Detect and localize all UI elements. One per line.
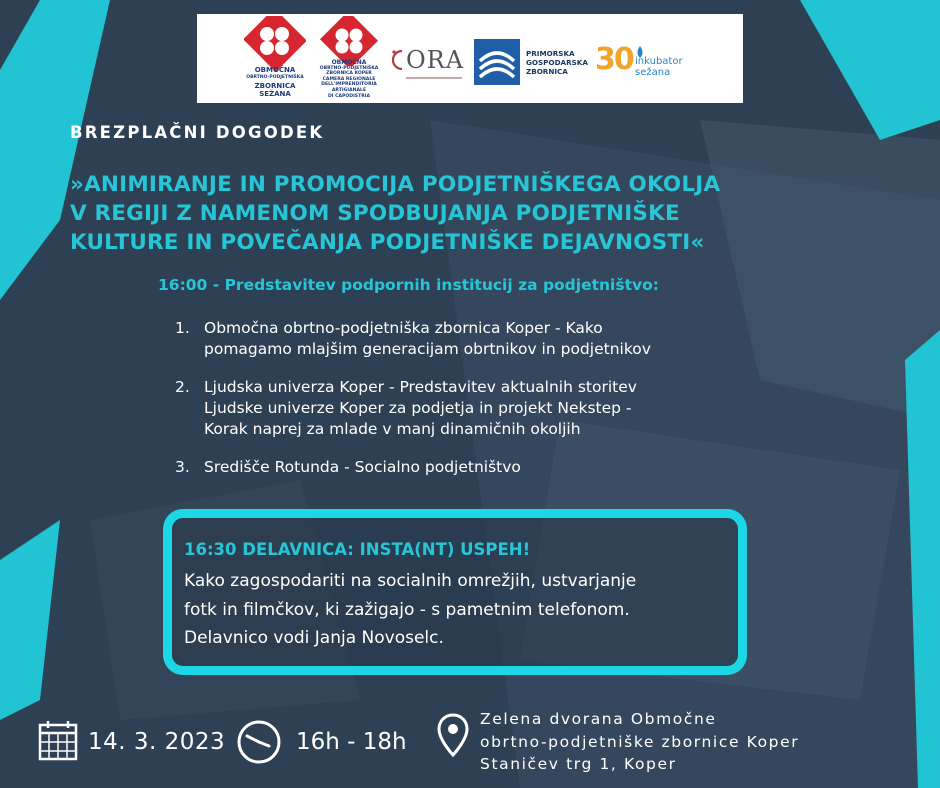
agenda-item-line: Korak naprej za mlade v manj dinamičnih okoljih bbox=[204, 420, 581, 438]
logo-text-line: GOSPODARSKA bbox=[526, 58, 588, 67]
event-kicker: BREZPLAČNI DOGODEK bbox=[70, 123, 325, 142]
logo-text-line: PRIMORSKA bbox=[526, 49, 575, 58]
location-pin-icon bbox=[437, 713, 469, 757]
workshop-line: Kako zagospodariti na socialnih omrežjih, ustvarjanje bbox=[184, 571, 637, 591]
venue-line: obrtno-podjetniške zbornice Koper bbox=[480, 732, 800, 751]
ora-mark-icon bbox=[388, 48, 408, 72]
event-title bbox=[70, 170, 830, 257]
logo-text-line: OBRTNO-PODJETNIŠKA bbox=[319, 65, 379, 71]
agenda-item-line: Ljudska univerza Koper - Predstavitev aktualnih storitev bbox=[204, 378, 637, 396]
logo-text-line: ARTIGIANALE bbox=[331, 87, 367, 93]
agenda-list bbox=[175, 318, 651, 491]
calendar-icon bbox=[36, 718, 80, 762]
logo-text-line: CAMERA REGIONALE bbox=[322, 76, 376, 82]
agenda-item-line: Ljudske univerze Koper za podjetja in projekt Nekstep - bbox=[204, 399, 632, 417]
event-title-line: V REGIJI Z NAMENOM SPODBUJANJA PODJETNIŠKE bbox=[70, 201, 680, 226]
agenda-item bbox=[175, 377, 651, 440]
logo-text-line: SEŽANA bbox=[259, 90, 291, 98]
ora-logo-text: ORA bbox=[406, 46, 465, 74]
agenda-item-line: Središče Rotunda - Socialno podjetništvo bbox=[204, 458, 521, 476]
logo-text-line: DELL'IMPRENDITORIA bbox=[321, 82, 377, 88]
event-venue bbox=[480, 708, 799, 776]
agenda-item-number: 1. bbox=[175, 319, 190, 337]
agenda-item-number: 2. bbox=[175, 378, 190, 396]
logo-text-line: DI CAPODISTRIA bbox=[327, 93, 371, 99]
workshop-line: fotk in filmčkov, ki zažigajo - s pametnim telefonom. bbox=[184, 599, 630, 620]
logo-bar bbox=[197, 14, 743, 103]
agenda-subheading: 16:00 - Predstavitev podpornih institucij za podjetništvo: bbox=[158, 276, 659, 294]
logo-text-line: inkubator bbox=[635, 56, 683, 67]
inkubator-sezana-logo bbox=[595, 42, 705, 88]
agenda-item-line: Območna obrtno-podjetniška zbornica Koper - Kako bbox=[204, 319, 603, 337]
workshop-description bbox=[184, 567, 636, 653]
ora-logo bbox=[388, 44, 464, 84]
workshop-line: Delavnico vodi Janja Novoselc. bbox=[184, 628, 444, 648]
event-title-line: KULTURE IN POVEČANJA PODJETNIŠKE DEJAVNOSTI« bbox=[70, 230, 705, 255]
logo-text-line: OBMOČNA bbox=[331, 59, 367, 66]
agenda-item bbox=[175, 457, 651, 478]
agenda-item-line: pomagamo mlajšim generacijam obrtnikov in podjetnikov bbox=[204, 340, 651, 358]
logo-text-line: ZBORNICA bbox=[526, 67, 568, 76]
clock-icon bbox=[235, 718, 283, 766]
obmocna-zbornica-sezana-logo bbox=[244, 16, 306, 100]
obmocna-zbornica-koper-logo bbox=[318, 16, 380, 100]
logo-text-line: OBMOČNA bbox=[254, 66, 296, 74]
agenda-item-number: 3. bbox=[175, 458, 190, 476]
inkubator-number: 30 bbox=[595, 42, 633, 77]
logo-text-line: OBRTNO-PODJETNIŠKA bbox=[246, 75, 304, 80]
event-title-line: »ANIMIRANJE IN PROMOCIJA PODJETNIŠKEGA OKOLJA bbox=[70, 172, 721, 197]
event-time: 16h - 18h bbox=[296, 729, 407, 755]
event-date: 14. 3. 2023 bbox=[88, 729, 226, 755]
pgz-waves-icon bbox=[474, 39, 520, 85]
venue-line: Staničev trg 1, Koper bbox=[480, 755, 677, 773]
workshop-title: 16:30 DELAVNICA: INSTA(NT) USPEH! bbox=[184, 540, 531, 559]
logo-text-line: ZBORNICA bbox=[254, 82, 296, 90]
workshop-box bbox=[163, 509, 747, 675]
logo-text-line: sežana bbox=[635, 67, 671, 78]
agenda-item bbox=[175, 318, 651, 360]
logo-text-line: ZBORNICA KOPER bbox=[326, 71, 372, 77]
venue-line: Zelena dvorana Območne bbox=[480, 710, 717, 728]
primorska-gospodarska-zbornica-logo bbox=[474, 37, 588, 89]
